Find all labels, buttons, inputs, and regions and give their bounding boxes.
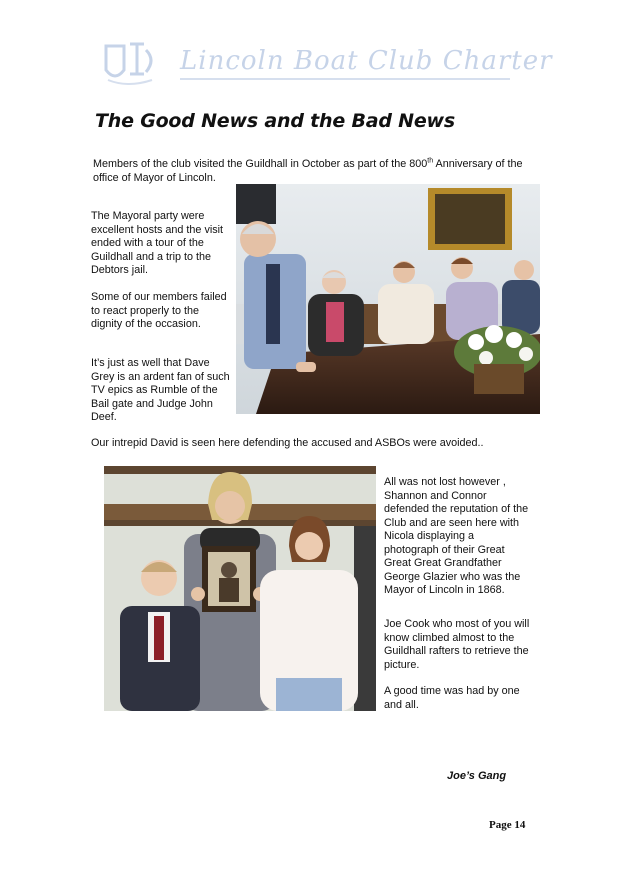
newsletter-header [100, 40, 553, 90]
left-paragraph-1: The Mayoral party were excellent hosts and the visit ended with a tour of the Guildhall and a trip to the Debtors jail. [91, 210, 224, 276]
club-crest-icon [100, 40, 160, 90]
article-headline: The Good News and the Bad News [95, 110, 456, 132]
header-underline [180, 78, 510, 80]
family-portrait-photo [104, 466, 376, 711]
photo-caption: Our intrepid David is seen here defending the accused and ASBOs were avoided.. [91, 437, 484, 449]
right-paragraph-2: Joe Cook who most of you will know climbed almost to the Guildhall rafters to retrieve the picture. [384, 618, 530, 671]
right-paragraph-1: All was not lost however , Shannon and Connor defended the reputation of the Club and are seen here with Nicola displaying a photograph of their Great Great Great Grandfather George Glazier who was the Mayor of Lincoln in 1868. [384, 476, 529, 596]
left-paragraph-2: Some of our members failed to react properly to the dignity of the occasion. [91, 291, 227, 330]
guildhall-group-photo [236, 184, 540, 414]
left-paragraph-3: It’s just as well that Dave Grey is an ardent fan of such TV epics as Rumble of the Bail gate and Judge John Deef. [91, 357, 230, 423]
page-number: Page 14 [489, 819, 526, 831]
intro-paragraph [93, 158, 533, 185]
right-paragraph-3: A good time was had by one and all. [384, 685, 520, 711]
intro-text-b: Anniversary of the office of Mayor of Lincoln. [93, 158, 523, 184]
newsletter-title: Lincoln Boat Club Charter [180, 46, 553, 76]
author-signature: Joe’s Gang [447, 770, 507, 782]
intro-superscript: th [427, 157, 434, 165]
intro-text-a: Members of the club visited the Guildhall in October as part of the 800 [93, 158, 428, 170]
